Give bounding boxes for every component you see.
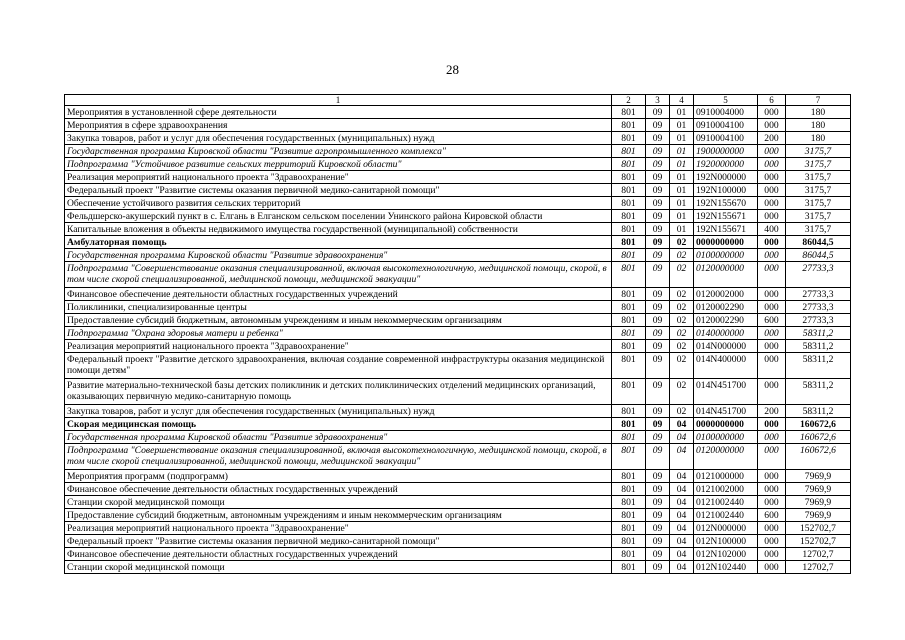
row-code-expense: 000 xyxy=(758,340,786,353)
row-code-target: 014N451700 xyxy=(694,405,758,418)
table-row xyxy=(65,301,851,314)
row-code-admin: 801 xyxy=(612,496,646,509)
row-code-subsection: 02 xyxy=(670,301,694,314)
row-name: Государственная программа Кировской области "Развитие здравоохранения" xyxy=(65,249,612,262)
row-code-subsection: 01 xyxy=(670,106,694,119)
row-code-subsection: 02 xyxy=(670,249,694,262)
row-amount: 3175,7 xyxy=(786,158,851,171)
row-code-admin: 801 xyxy=(612,197,646,210)
row-code-subsection: 04 xyxy=(670,483,694,496)
table-row xyxy=(65,327,851,340)
row-code-expense: 000 xyxy=(758,145,786,158)
row-code-section: 09 xyxy=(646,561,670,574)
row-code-target: 0121002440 xyxy=(694,496,758,509)
row-code-expense: 000 xyxy=(758,444,786,470)
row-name: Подпрограмма "Устойчивое развитие сельских территорий Кировской области" xyxy=(65,158,612,171)
row-code-target: 0000000000 xyxy=(694,236,758,249)
row-code-section: 09 xyxy=(646,483,670,496)
table-row xyxy=(65,262,851,288)
row-code-expense: 000 xyxy=(758,184,786,197)
table-row xyxy=(65,119,851,132)
row-code-expense: 000 xyxy=(758,197,786,210)
row-amount: 27733,3 xyxy=(786,301,851,314)
row-code-subsection: 01 xyxy=(670,158,694,171)
row-code-expense: 000 xyxy=(758,262,786,288)
row-name: Подпрограмма "Совершенствование оказания специализированной, включая высокотехнологичную, медицинской помощи, скорой, в том числе скорой специализированной, медицинской помощи, медицинской эвакуации" xyxy=(65,262,612,288)
row-code-expense: 000 xyxy=(758,210,786,223)
row-code-expense: 000 xyxy=(758,119,786,132)
header-cell: 4 xyxy=(670,95,694,106)
row-name: Финансовое обеспечение деятельности областных государственных учреждений xyxy=(65,483,612,496)
row-code-section: 09 xyxy=(646,431,670,444)
row-code-expense: 000 xyxy=(758,548,786,561)
table-row xyxy=(65,561,851,574)
row-code-expense: 000 xyxy=(758,431,786,444)
row-code-section: 09 xyxy=(646,262,670,288)
row-code-expense: 200 xyxy=(758,132,786,145)
header-cell: 5 xyxy=(694,95,758,106)
row-name: Развитие материально-технической базы детских поликлиник и детских поликлинических отделений медицинских организаций, оказывающих первичную медико-санитарную помощь xyxy=(65,379,612,405)
row-name: Финансовое обеспечение деятельности областных государственных учреждений xyxy=(65,548,612,561)
row-amount: 27733,3 xyxy=(786,314,851,327)
row-code-section: 09 xyxy=(646,340,670,353)
row-code-admin: 801 xyxy=(612,223,646,236)
header-cell: 7 xyxy=(786,95,851,106)
row-name: Мероприятия в сфере здравоохранения xyxy=(65,119,612,132)
row-code-subsection: 01 xyxy=(670,197,694,210)
row-code-admin: 801 xyxy=(612,145,646,158)
row-code-section: 09 xyxy=(646,314,670,327)
table-body xyxy=(65,106,851,574)
row-code-section: 09 xyxy=(646,145,670,158)
table-row xyxy=(65,184,851,197)
row-name: Государственная программа Кировской области "Развитие здравоохранения" xyxy=(65,431,612,444)
row-code-target: 0120000000 xyxy=(694,262,758,288)
row-code-expense: 000 xyxy=(758,301,786,314)
row-amount: 3175,7 xyxy=(786,223,851,236)
row-code-admin: 801 xyxy=(612,119,646,132)
row-code-admin: 801 xyxy=(612,210,646,223)
row-name: Обеспечение устойчивого развития сельских территорий xyxy=(65,197,612,210)
row-amount: 160672,6 xyxy=(786,431,851,444)
row-code-expense: 000 xyxy=(758,418,786,431)
row-code-admin: 801 xyxy=(612,184,646,197)
row-code-admin: 801 xyxy=(612,522,646,535)
row-code-target: 192N100000 xyxy=(694,184,758,197)
row-code-subsection: 02 xyxy=(670,314,694,327)
row-amount: 3175,7 xyxy=(786,210,851,223)
row-code-expense: 200 xyxy=(758,405,786,418)
row-code-subsection: 02 xyxy=(670,353,694,379)
row-amount: 27733,3 xyxy=(786,262,851,288)
row-code-admin: 801 xyxy=(612,418,646,431)
row-code-admin: 801 xyxy=(612,431,646,444)
row-code-target: 0120002290 xyxy=(694,301,758,314)
table-row xyxy=(65,535,851,548)
row-code-admin: 801 xyxy=(612,405,646,418)
table-row xyxy=(65,509,851,522)
row-code-expense: 000 xyxy=(758,171,786,184)
row-code-subsection: 01 xyxy=(670,210,694,223)
row-code-section: 09 xyxy=(646,418,670,431)
row-code-subsection: 04 xyxy=(670,444,694,470)
row-name: Федеральный проект "Развитие системы оказания первичной медико-санитарной помощи" xyxy=(65,184,612,197)
row-name: Федеральный проект "Развитие системы оказания первичной медико-санитарной помощи" xyxy=(65,535,612,548)
row-amount: 27733,3 xyxy=(786,288,851,301)
row-code-section: 09 xyxy=(646,223,670,236)
row-amount: 160672,6 xyxy=(786,418,851,431)
row-code-admin: 801 xyxy=(612,249,646,262)
row-amount: 12702,7 xyxy=(786,548,851,561)
row-code-target: 0120000000 xyxy=(694,444,758,470)
row-code-expense: 000 xyxy=(758,353,786,379)
row-name: Мероприятия программ (подпрограмм) xyxy=(65,470,612,483)
row-code-subsection: 02 xyxy=(670,288,694,301)
row-code-subsection: 02 xyxy=(670,262,694,288)
table-header-row xyxy=(65,95,851,106)
row-code-subsection: 04 xyxy=(670,535,694,548)
row-code-subsection: 04 xyxy=(670,496,694,509)
row-code-admin: 801 xyxy=(612,106,646,119)
table-row xyxy=(65,379,851,405)
row-code-target: 192N155670 xyxy=(694,197,758,210)
budget-table xyxy=(64,94,851,574)
table-row xyxy=(65,405,851,418)
row-code-expense: 600 xyxy=(758,509,786,522)
row-code-target: 012N102440 xyxy=(694,561,758,574)
row-name: Реализация мероприятий национального проекта "Здравоохранение" xyxy=(65,171,612,184)
row-code-target: 0121002000 xyxy=(694,483,758,496)
row-name: Предоставление субсидий бюджетным, автономным учреждениям и иным некоммерческим организациям xyxy=(65,314,612,327)
row-code-target: 0000000000 xyxy=(694,418,758,431)
row-code-section: 09 xyxy=(646,353,670,379)
row-code-expense: 000 xyxy=(758,470,786,483)
row-code-section: 09 xyxy=(646,509,670,522)
row-code-section: 09 xyxy=(646,249,670,262)
table-row xyxy=(65,210,851,223)
row-code-target: 0910004100 xyxy=(694,119,758,132)
row-code-admin: 801 xyxy=(612,444,646,470)
table-row xyxy=(65,444,851,470)
table-row xyxy=(65,145,851,158)
row-code-subsection: 01 xyxy=(670,119,694,132)
row-code-target: 192N155671 xyxy=(694,223,758,236)
row-code-expense: 400 xyxy=(758,223,786,236)
row-code-target: 014N000000 xyxy=(694,340,758,353)
row-code-subsection: 01 xyxy=(670,171,694,184)
row-code-section: 09 xyxy=(646,535,670,548)
table-row xyxy=(65,522,851,535)
row-name: Скорая медицинская помощь xyxy=(65,418,612,431)
table-row xyxy=(65,483,851,496)
row-code-admin: 801 xyxy=(612,548,646,561)
row-name: Реализация мероприятий национального проекта "Здравоохранение" xyxy=(65,522,612,535)
row-code-subsection: 01 xyxy=(670,184,694,197)
row-code-section: 09 xyxy=(646,327,670,340)
row-code-expense: 600 xyxy=(758,314,786,327)
row-code-section: 09 xyxy=(646,301,670,314)
row-amount: 7969,9 xyxy=(786,496,851,509)
table-row xyxy=(65,353,851,379)
row-code-target: 012N100000 xyxy=(694,535,758,548)
row-code-target: 0100000000 xyxy=(694,431,758,444)
row-amount: 180 xyxy=(786,132,851,145)
row-code-expense: 000 xyxy=(758,496,786,509)
row-code-admin: 801 xyxy=(612,327,646,340)
row-code-target: 014N451700 xyxy=(694,379,758,405)
row-code-section: 09 xyxy=(646,236,670,249)
row-code-expense: 000 xyxy=(758,535,786,548)
row-amount: 7969,9 xyxy=(786,470,851,483)
row-code-admin: 801 xyxy=(612,483,646,496)
row-code-section: 09 xyxy=(646,379,670,405)
row-name: Станции скорой медицинской помощи xyxy=(65,561,612,574)
row-amount: 58311,2 xyxy=(786,327,851,340)
row-name: Финансовое обеспечение деятельности областных государственных учреждений xyxy=(65,288,612,301)
row-code-section: 09 xyxy=(646,405,670,418)
row-amount: 12702,7 xyxy=(786,561,851,574)
row-code-target: 1900000000 xyxy=(694,145,758,158)
table-row xyxy=(65,340,851,353)
row-amount: 3175,7 xyxy=(786,184,851,197)
row-code-admin: 801 xyxy=(612,158,646,171)
table-row xyxy=(65,288,851,301)
row-code-target: 0140000000 xyxy=(694,327,758,340)
header-cell: 6 xyxy=(758,95,786,106)
row-amount: 3175,7 xyxy=(786,197,851,210)
row-code-subsection: 04 xyxy=(670,561,694,574)
row-code-expense: 000 xyxy=(758,249,786,262)
row-amount: 160672,6 xyxy=(786,444,851,470)
row-code-admin: 801 xyxy=(612,470,646,483)
row-code-expense: 000 xyxy=(758,106,786,119)
row-code-subsection: 01 xyxy=(670,223,694,236)
row-code-section: 09 xyxy=(646,119,670,132)
row-code-subsection: 02 xyxy=(670,327,694,340)
row-code-subsection: 02 xyxy=(670,405,694,418)
row-code-subsection: 02 xyxy=(670,236,694,249)
row-code-admin: 801 xyxy=(612,171,646,184)
row-code-admin: 801 xyxy=(612,314,646,327)
row-code-admin: 801 xyxy=(612,340,646,353)
row-code-target: 012N102000 xyxy=(694,548,758,561)
table-row xyxy=(65,496,851,509)
row-code-section: 09 xyxy=(646,132,670,145)
row-code-target: 0910004000 xyxy=(694,106,758,119)
table-row xyxy=(65,106,851,119)
row-code-section: 09 xyxy=(646,197,670,210)
row-amount: 86044,5 xyxy=(786,249,851,262)
row-name: Подпрограмма "Совершенствование оказания специализированной, включая высокотехнологичную, медицинской помощи, скорой, в том числе скорой специализированной, медицинской помощи, медицинской эвакуации" xyxy=(65,444,612,470)
table-row xyxy=(65,197,851,210)
table-row xyxy=(65,470,851,483)
row-code-section: 09 xyxy=(646,210,670,223)
row-code-section: 09 xyxy=(646,444,670,470)
row-amount: 58311,2 xyxy=(786,353,851,379)
row-code-expense: 000 xyxy=(758,236,786,249)
row-code-section: 09 xyxy=(646,184,670,197)
row-code-subsection: 04 xyxy=(670,548,694,561)
row-code-section: 09 xyxy=(646,496,670,509)
row-amount: 152702,7 xyxy=(786,522,851,535)
row-name: Закупка товаров, работ и услуг для обеспечения государственных (муниципальных) нужд xyxy=(65,132,612,145)
row-amount: 7969,9 xyxy=(786,509,851,522)
row-code-admin: 801 xyxy=(612,262,646,288)
row-code-subsection: 02 xyxy=(670,340,694,353)
table-row xyxy=(65,418,851,431)
header-cell: 2 xyxy=(612,95,646,106)
table-row xyxy=(65,171,851,184)
row-name: Капитальные вложения в объекты недвижимого имущества государственной (муниципальной) собственности xyxy=(65,223,612,236)
row-code-expense: 000 xyxy=(758,483,786,496)
row-code-expense: 000 xyxy=(758,327,786,340)
row-code-section: 09 xyxy=(646,106,670,119)
row-code-admin: 801 xyxy=(612,561,646,574)
row-code-target: 014N400000 xyxy=(694,353,758,379)
row-code-subsection: 01 xyxy=(670,145,694,158)
row-name: Станции скорой медицинской помощи xyxy=(65,496,612,509)
row-code-target: 0121002440 xyxy=(694,509,758,522)
row-code-admin: 801 xyxy=(612,535,646,548)
row-code-subsection: 04 xyxy=(670,418,694,431)
row-code-target: 012N000000 xyxy=(694,522,758,535)
table-row xyxy=(65,236,851,249)
row-amount: 152702,7 xyxy=(786,535,851,548)
row-code-section: 09 xyxy=(646,470,670,483)
row-name: Государственная программа Кировской области "Развитие агропромышленного комплекса" xyxy=(65,145,612,158)
table-row xyxy=(65,223,851,236)
row-code-expense: 000 xyxy=(758,522,786,535)
row-code-admin: 801 xyxy=(612,353,646,379)
row-amount: 58311,2 xyxy=(786,379,851,405)
row-code-admin: 801 xyxy=(612,236,646,249)
row-code-section: 09 xyxy=(646,548,670,561)
row-code-section: 09 xyxy=(646,288,670,301)
row-name: Мероприятия в установленной сфере деятельности xyxy=(65,106,612,119)
row-code-expense: 000 xyxy=(758,158,786,171)
row-amount: 86044,5 xyxy=(786,236,851,249)
row-name: Поликлиники, специализированные центры xyxy=(65,301,612,314)
row-code-target: 0910004100 xyxy=(694,132,758,145)
row-name: Предоставление субсидий бюджетным, автономным учреждениям и иным некоммерческим организациям xyxy=(65,509,612,522)
row-code-section: 09 xyxy=(646,171,670,184)
row-code-section: 09 xyxy=(646,158,670,171)
row-code-admin: 801 xyxy=(612,379,646,405)
row-code-target: 0121000000 xyxy=(694,470,758,483)
row-code-admin: 801 xyxy=(612,132,646,145)
row-code-admin: 801 xyxy=(612,509,646,522)
row-name: Закупка товаров, работ и услуг для обеспечения государственных (муниципальных) нужд xyxy=(65,405,612,418)
row-code-admin: 801 xyxy=(612,301,646,314)
row-amount: 3175,7 xyxy=(786,171,851,184)
row-code-expense: 000 xyxy=(758,379,786,405)
row-name: Реализация мероприятий национального проекта "Здравоохранение" xyxy=(65,340,612,353)
row-code-target: 192N000000 xyxy=(694,171,758,184)
table-row xyxy=(65,431,851,444)
table-row xyxy=(65,249,851,262)
header-cell: 3 xyxy=(646,95,670,106)
row-code-section: 09 xyxy=(646,522,670,535)
row-code-target: 0100000000 xyxy=(694,249,758,262)
row-code-admin: 801 xyxy=(612,288,646,301)
row-code-subsection: 04 xyxy=(670,509,694,522)
row-amount: 180 xyxy=(786,106,851,119)
row-code-target: 1920000000 xyxy=(694,158,758,171)
row-amount: 7969,9 xyxy=(786,483,851,496)
row-name: Подпрограмма "Охрана здоровья матери и ребенка" xyxy=(65,327,612,340)
row-code-target: 0120002290 xyxy=(694,314,758,327)
row-code-expense: 000 xyxy=(758,561,786,574)
table-row xyxy=(65,314,851,327)
table-row xyxy=(65,132,851,145)
row-code-subsection: 04 xyxy=(670,522,694,535)
header-cell: 1 xyxy=(65,95,612,106)
row-code-subsection: 02 xyxy=(670,379,694,405)
table-row xyxy=(65,158,851,171)
table-row xyxy=(65,548,851,561)
row-name: Фельдшерско-акушерский пункт в с. Елгань в Елганском сельском поселении Унинского района Кировской области xyxy=(65,210,612,223)
row-name: Федеральный проект "Развитие детского здравоохранения, включая создание современной инфраструктуры оказания медицинской помощи детям" xyxy=(65,353,612,379)
page-number: 28 xyxy=(446,62,459,77)
row-amount: 58311,2 xyxy=(786,340,851,353)
row-amount: 180 xyxy=(786,119,851,132)
row-amount: 58311,2 xyxy=(786,405,851,418)
row-code-expense: 000 xyxy=(758,288,786,301)
row-amount: 3175,7 xyxy=(786,145,851,158)
row-code-target: 192N155671 xyxy=(694,210,758,223)
row-code-target: 0120002000 xyxy=(694,288,758,301)
row-code-subsection: 04 xyxy=(670,470,694,483)
row-code-subsection: 04 xyxy=(670,431,694,444)
row-name: Амбулаторная помощь xyxy=(65,236,612,249)
row-code-subsection: 01 xyxy=(670,132,694,145)
